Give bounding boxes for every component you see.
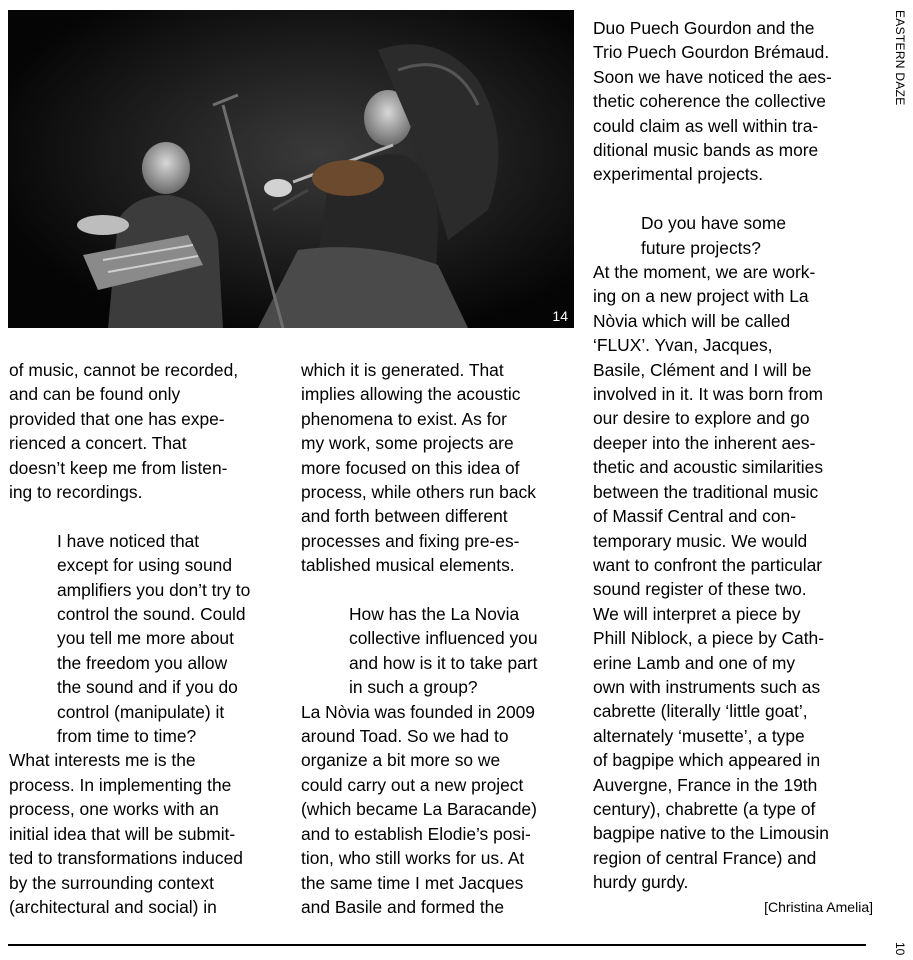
text-line: processes and fixing pre-es- xyxy=(301,530,520,551)
article-column-2 xyxy=(301,358,581,919)
text-line: process. In implementing the xyxy=(9,774,232,795)
question-line: control the sound. Could xyxy=(57,604,246,625)
text-line: of bagpipe which appeared in xyxy=(593,750,821,771)
text-line: process, one works with an xyxy=(9,799,219,820)
text-line: my work, some projects are xyxy=(301,433,514,454)
text-line: (architectural and social) in xyxy=(9,896,217,917)
text-line: of Massif Central and con- xyxy=(593,506,796,527)
text-line: could carry out a new project xyxy=(301,774,524,795)
article-column-3 xyxy=(593,16,873,919)
text-line: We will interpret a piece by xyxy=(593,603,801,624)
concert-photo-graphic xyxy=(8,10,574,328)
text-line: phenomena to exist. As for xyxy=(301,408,507,429)
text-line: cabrette (literally ‘little goat’, xyxy=(593,701,808,722)
section-title: EASTERN DAZE xyxy=(893,10,907,106)
text-line: thetic coherence the collective xyxy=(593,91,826,112)
text-line: ing to recordings. xyxy=(9,482,143,503)
page-number: 10 xyxy=(893,942,907,956)
question-line: How has the La Novia xyxy=(349,604,520,625)
text-line: between the traditional music xyxy=(593,481,819,502)
text-line: hurdy gurdy. xyxy=(593,872,689,893)
text-line: alternately ‘musette’, a type xyxy=(593,725,805,746)
text-line: the same time I met Jacques xyxy=(301,872,524,893)
footer-rule xyxy=(8,944,866,946)
text-line: thetic and acoustic similarities xyxy=(593,457,824,478)
question-line: except for using sound xyxy=(57,555,232,576)
photo-number: 14 xyxy=(552,308,568,324)
text-line: What interests me is the xyxy=(9,750,196,771)
text-line: bagpipe native to the Limousin xyxy=(593,823,829,844)
text-line: Nòvia which will be called xyxy=(593,310,791,331)
text-line: At the moment, we are work- xyxy=(593,262,816,283)
text-line: our desire to explore and go xyxy=(593,408,810,429)
text-line: tion, who still works for us. At xyxy=(301,848,525,869)
text-line: Basile, Clément and I will be xyxy=(593,359,812,380)
text-line: Duo Puech Gourdon and the xyxy=(593,18,815,38)
text-line: Soon we have noticed the aes- xyxy=(593,66,832,87)
text-line: own with instruments such as xyxy=(593,676,821,697)
concert-photo xyxy=(8,10,574,328)
text-line: La Nòvia was founded in 2009 xyxy=(301,701,535,722)
text-line: and forth between different xyxy=(301,506,508,527)
text-line: more focused on this idea of xyxy=(301,457,520,478)
question-line: future projects? xyxy=(641,237,761,258)
text-line: ted to transformations induced xyxy=(9,848,243,869)
text-line: and can be found only xyxy=(9,384,181,405)
text-line: implies allowing the acoustic xyxy=(301,384,521,405)
text-line: involved in it. It was born from xyxy=(593,384,824,405)
text-line: deeper into the inherent aes- xyxy=(593,432,816,453)
text-line: by the surrounding context xyxy=(9,872,214,893)
text-line: temporary music. We would xyxy=(593,530,808,551)
text-line: want to confront the particular xyxy=(593,554,823,575)
text-line: Auvergne, France in the 19th xyxy=(593,774,818,795)
question-line: amplifiers you don’t try to xyxy=(57,579,251,600)
question-line: the sound and if you do xyxy=(57,677,238,698)
text-line: ditional music bands as more xyxy=(593,140,819,161)
question-line: in such a group? xyxy=(349,677,478,698)
text-line: experimental projects. xyxy=(593,164,764,185)
text-line: ‘FLUX’. Yvan, Jacques, xyxy=(593,335,773,356)
text-line: sound register of these two. xyxy=(593,579,807,600)
text-line: which it is generated. That xyxy=(301,360,504,380)
text-line: tablished musical elements. xyxy=(301,555,515,576)
text-line: region of central France) and xyxy=(593,847,817,868)
question-line: the freedom you allow xyxy=(57,652,228,673)
text-line: century), chabrette (a type of xyxy=(593,798,816,819)
text-line: and to establish Elodie’s posi- xyxy=(301,823,531,844)
question-line: Do you have some xyxy=(641,213,787,234)
text-line: rienced a concert. That xyxy=(9,433,187,454)
text-line: and Basile and formed the xyxy=(301,896,505,917)
text-line: provided that one has expe- xyxy=(9,408,225,429)
text-line: doesn’t keep me from listen- xyxy=(9,457,228,478)
question-line: from time to time? xyxy=(57,726,197,747)
text-line: ing on a new project with La xyxy=(593,286,809,307)
text-line: could claim as well within tra- xyxy=(593,115,819,136)
text-line: erine Lamb and one of my xyxy=(593,652,796,673)
question-line: and how is it to take part xyxy=(349,652,538,673)
text-line: Phill Niblock, a piece by Cath- xyxy=(593,628,825,649)
article-column-1 xyxy=(9,358,289,919)
text-line: Trio Puech Gourdon Brémaud. xyxy=(593,42,830,63)
question-line: control (manipulate) it xyxy=(57,701,225,722)
text-line: (which became La Baracande) xyxy=(301,799,537,820)
question-line: you tell me more about xyxy=(57,628,234,649)
text-line: organize a bit more so we xyxy=(301,750,501,771)
question-line: collective influenced you xyxy=(349,628,538,649)
author-credit: [Christina Amelia] xyxy=(764,898,873,915)
text-line: initial idea that will be submit- xyxy=(9,823,236,844)
question-line: I have noticed that xyxy=(57,530,200,551)
text-line: process, while others run back xyxy=(301,482,536,503)
text-line: of music, cannot be recorded, xyxy=(9,360,239,380)
text-line: around Toad. So we had to xyxy=(301,726,509,747)
